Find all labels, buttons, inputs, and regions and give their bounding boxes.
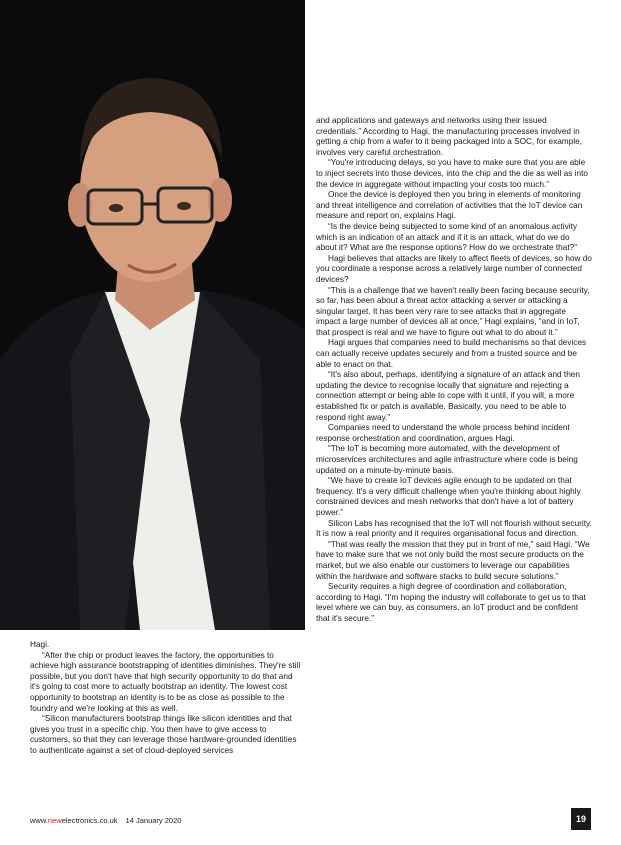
url-brand: new (47, 816, 62, 825)
paragraph: Companies need to understand the whole process behind incident response orchestration and coordination, argues Hagi. (316, 423, 570, 443)
article-left-column (30, 640, 302, 757)
footer-url[interactable] (30, 816, 118, 825)
paragraph: “The IoT is becoming more automated, with the development of microservices architectures and agile infrastructure where code is being updated on a minute-by-minute basis. (316, 444, 578, 475)
paragraph: Once the device is deployed then you bring in elements of monitoring and threat intelligence and correlation of activities that the IoT device can measure and report on, explains Hagi. (316, 190, 583, 221)
page-number: 19 (571, 808, 591, 830)
url-prefix: www. (30, 816, 48, 825)
paragraph: and applications and gateways and networks using their issued credentials.” According to Hagi, the manufacturing processes involved in getting a chip from a wafer to it being packaged into a SOC, for example, involves very careful orchestration. (316, 116, 582, 157)
portrait-illustration (0, 0, 305, 630)
page-footer (30, 816, 181, 825)
paragraph: “After the chip or product leaves the factory, the opportunities to achieve high assurance bootstrapping of identities diminishes. They're still possible, but you don't have that high security opportunity to do that and it's going to cost more to actually bootstrap an identity. The lowest cost opportunity to bootstrap an identity is to be as close as possible to the foundry and we're looking at this as well. (30, 650, 301, 713)
paragraph: “You're introducing delays, so you have to make sure that you are able to inject secrets into those devices, into the chip and the die as well as into the device in aggregate without impacting your costs too much.” (316, 158, 588, 189)
article-right-column (316, 116, 592, 625)
paragraph: Silicon Labs has recognised that the IoT will not flourish without security. It is now a real priority and it requires organisational focus and direction. (316, 518, 592, 539)
footer-date: 14 January 2020 (125, 816, 182, 825)
paragraph: “Is the device being subjected to some kind of an anomalous activity which is an indication of an attack and if it is an attack, what do we do about it? What are the response options? How do we orchestrate that?” (316, 221, 578, 253)
portrait-photo (0, 0, 305, 630)
paragraph: Hagi believes that attacks are likely to affect fleets of devices, so how do you coordinate a response across a relatively large number of connected devices? (316, 253, 592, 284)
paragraph: Security requires a high degree of coordination and collaboration, according to Hagi. “I'm hoping the industry will collaborate to get us to that level where we can buy, as consumers, an IoT product and be confident that it's secure.” (316, 582, 586, 623)
paragraph: “This is a challenge that we haven't really been facing because security, so far, has been about a threat actor attacking a server or attacking a singular target. It has been very rare to see attacks that in aggregate impact a large number of devices all at once,” Hagi explains, “and in IoT, that prospect is real and we have to figure out what to do about it.” (316, 285, 590, 337)
paragraph: “We have to create IoT devices agile enough to be updated on that frequency. It's a very difficult challenge when you're thinking about highly constrained devices and mesh networks that don't have a lot of battery power.” (316, 476, 581, 517)
paragraph: “Silicon manufacturers bootstrap things like silicon identities and that gives you trust in a specific chip. You then have to give access to customers, so that they can leverage those hardware-grounded identities to authenticate against a set of cloud-deployed services (30, 714, 297, 755)
paragraph: Hagi argues that companies need to build mechanisms so that devices can actually receive updates securely and from a trusted source and be able to enact on that. (316, 338, 587, 369)
paragraph: “That was really the mission that they put in front of me,” said Hagi. “We have to make sure that we not only build the most secure products on the market, but we also enable our customers to leverage our capabilities within the hardware and software stacks to build secure solutions.” (316, 539, 590, 581)
paragraph: “It's also about, perhaps, identifying a signature of an attack and then updating the device to recognise locally that signature and rejecting a connection attempt or being able to cope with it until, if you will, a more established fix or patch is available. Basically, you need to be able to respond right away.” (316, 370, 580, 422)
url-suffix: electronics.co.uk (61, 816, 118, 825)
paragraph: Hagi. (30, 640, 50, 649)
